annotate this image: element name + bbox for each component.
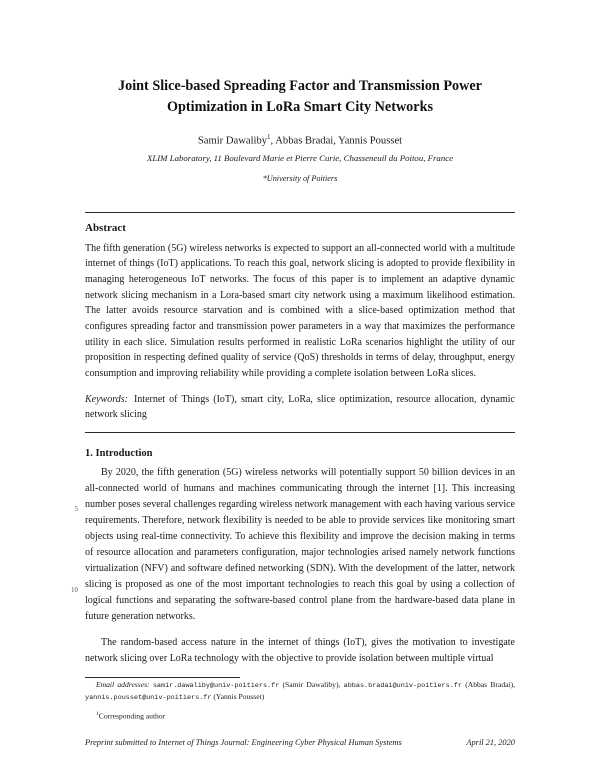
introduction-paragraph-1: By 2020, the fifth generation (5G) wireless networks will potentially support 50 billion devices in an all-connected world of humans and machines communicating through the internet [1]. This increasing number poses several challenges regarding wireless network management with each having various service requirements. Therefore, network flexibility is needed to be able to provide services like monitoring smart objects using real-time connectivity. To achieve this flexibility and improve the decision making in terms of resource allocation and parameters configuration, major technologies arised namely network functions virtualization (NFV) and software defined networking (SDN). With the development of the latter, network slicing is proposed as one of the most important technologies to reach this goal by using a collection of logical functions and separating the software-based control plane from the hardware-based data plane in future generation networks. bbox=[85, 467, 515, 623]
preprint-note: Preprint submitted to Internet of Things Journal: Engineering Cyber Physical Human Systems bbox=[85, 738, 402, 748]
corresponding-note-marker: 1 bbox=[96, 711, 99, 718]
email-address-3: yannis.pousset@univ-poitiers.fr bbox=[85, 693, 212, 702]
paper-content bbox=[85, 0, 515, 748]
footnote-emails bbox=[85, 680, 515, 703]
introduction-paragraph-2: The random-based access nature in the internet of things (IoT), gives the motivation to investigate network slicing over LoRa technology with the objective to provide isolation between multiple virtual bbox=[85, 637, 515, 665]
abstract-top-rule bbox=[85, 212, 515, 213]
paper-title-line2: Optimization in LoRa Smart City Networks bbox=[166, 99, 433, 115]
margin-line-number-10: 10 bbox=[71, 586, 78, 594]
author-names-rest: , Abbas Bradai, Yannis Pousset bbox=[270, 135, 403, 147]
abstract-heading: Abstract bbox=[85, 221, 126, 234]
preprint-footer bbox=[85, 737, 515, 748]
university-line: *University of Poitiers bbox=[262, 173, 338, 183]
corresponding-note-text: Corresponding author bbox=[98, 711, 166, 721]
keywords-line bbox=[85, 392, 515, 422]
email-address-2: abbas.bradai@univ-poitiers.fr bbox=[343, 682, 462, 691]
corresponding-author-marker: 1 bbox=[267, 133, 271, 141]
email-name-2: (Abbas Bradai), bbox=[465, 680, 516, 690]
author-names: Samir Dawaliby bbox=[197, 135, 268, 147]
paper-title bbox=[85, 0, 515, 118]
email-name-3: (Yannis Pousset) bbox=[213, 691, 265, 701]
email-address-1: samir.dawaliby@univ-poitiers.fr bbox=[152, 682, 280, 691]
abstract-text: The fifth generation (5G) wireless networks is expected to support an all-connected world with a multitude internet of things (IoT) applications. To reach this goal, network slicing is adopted to provide flexibility in managing heterogeneous IoT networks. The focus of this paper is to implement an adaptive dynamic network slicing mechanism in a Lora-based smart city network using a maximum likelihood estimation. The latter avoids resource starvation and is combined with a slice-based optimization method that configures spreading factor and transmission power parameters in a way that maximizes the performance utility in each slice. Simulation results performed in realistic LoRa scenarios highlight the utility of our proposition in respecting defined quality of service (QoS) thresholds in terms of delay, throughput, energy consumption and improving reliability while providing a complete isolation between LoRa slices. bbox=[85, 242, 515, 380]
footnote-block bbox=[85, 677, 515, 721]
email-name-1: (Samir Dawaliby), bbox=[282, 680, 341, 690]
keywords-text: Internet of Things (IoT), smart city, LoRa, slice optimization, resource allocation, dynamic network slicing bbox=[85, 393, 515, 421]
keywords-label: Keywords: bbox=[85, 393, 128, 405]
email-addresses-label: Email addresses: bbox=[96, 680, 150, 690]
section-heading-introduction: 1. Introduction bbox=[85, 448, 153, 460]
abstract-bottom-rule bbox=[85, 432, 515, 433]
corresponding-author-note bbox=[85, 710, 515, 721]
paper-title-line1: Joint Slice-based Spreading Factor and Transmission Power bbox=[118, 78, 482, 94]
footnote-rule bbox=[85, 677, 240, 678]
affiliation-line: XLIM Laboratory, 11 Boulevard Marie et Pierre Curie, Chasseneuil du Poitou, France bbox=[146, 152, 454, 163]
submission-date: April 21, 2020 bbox=[466, 738, 515, 748]
margin-line-number-5: 5 bbox=[74, 505, 78, 513]
authors-line bbox=[85, 131, 515, 148]
